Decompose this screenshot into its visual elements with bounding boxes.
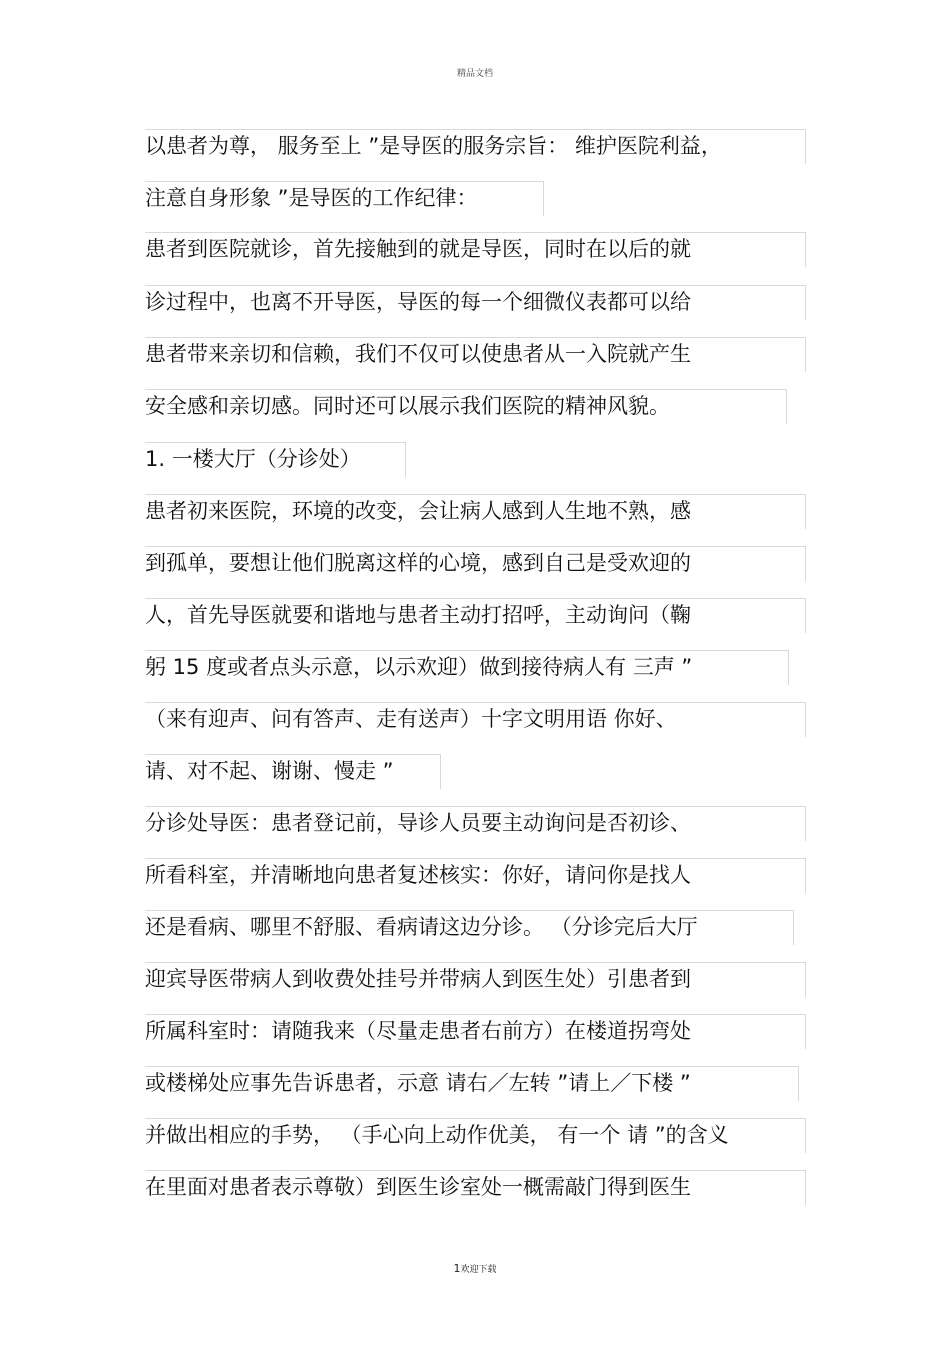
text-line: 在里面对患者表示尊敬）到医生诊室处一概需敲门得到医生: [145, 1175, 691, 1199]
text-line: 人，首先导医就要和谐地与患者主动打招呼，主动询问（鞠: [145, 603, 691, 627]
text-line: 到孤单，要想让他们脱离这样的心境，感到自己是受欢迎的: [145, 551, 691, 575]
text-line: 患者到医院就诊，首先接触到的就是导医，同时在以后的就: [145, 237, 691, 261]
text-line: 躬 15 度或者点头示意，以示欢迎）做到接待病人有 三声 ”: [145, 655, 693, 679]
page-footer: [0, 1262, 950, 1275]
text-line: 诊过程中，也离不开导医，导医的每一个细微仪表都可以给: [145, 290, 691, 314]
footer-text: 欢迎下载: [460, 1265, 497, 1275]
text-line: 患者初来医院，环境的改变，会让病人感到人生地不熟，感: [145, 499, 691, 523]
text-line: 还是看病、哪里不舒服、看病请这边分诊。 （分诊完后大厅: [145, 915, 698, 939]
text-line: 或楼梯处应事先告诉患者，示意 请右／左转 ”请上／下楼 ”: [145, 1071, 691, 1095]
text-line: 并做出相应的手势， （手心向上动作优美， 有一个 请 ”的含义: [145, 1123, 729, 1147]
text-line: 安全感和亲切感。同时还可以展示我们医院的精神风貌。: [145, 394, 670, 418]
text-line: 所看科室，并清晰地向患者复述核实：你好，请问你是找人: [145, 863, 691, 887]
text-line: 患者带来亲切和信赖，我们不仅可以使患者从一入院就产生: [145, 342, 691, 366]
page-number: 1: [453, 1262, 461, 1275]
text-line: 迎宾导医带病人到收费处挂号并带病人到医生处）引患者到: [145, 967, 691, 991]
text-line: （来有迎声、问有答声、走有送声）十字文明用语 你好、: [145, 707, 677, 731]
text-line: 注意自身形象 ”是导医的工作纪律：: [145, 186, 478, 210]
text-line: 所属科室时：请随我来（尽量走患者右前方）在楼道拐弯处: [145, 1019, 691, 1043]
text-line: 请、对不起、谢谢、慢走 ”: [145, 759, 394, 783]
text-line: 分诊处导医：患者登记前，导诊人员要主动询问是否初诊、: [145, 811, 691, 835]
text-line: 以患者为尊， 服务至上 ”是导医的服务宗旨： 维护医院利益，: [145, 134, 722, 158]
page-header: 精品文档: [456, 69, 493, 79]
text-line: 1. 一楼大厅（分诊处）: [145, 447, 361, 471]
